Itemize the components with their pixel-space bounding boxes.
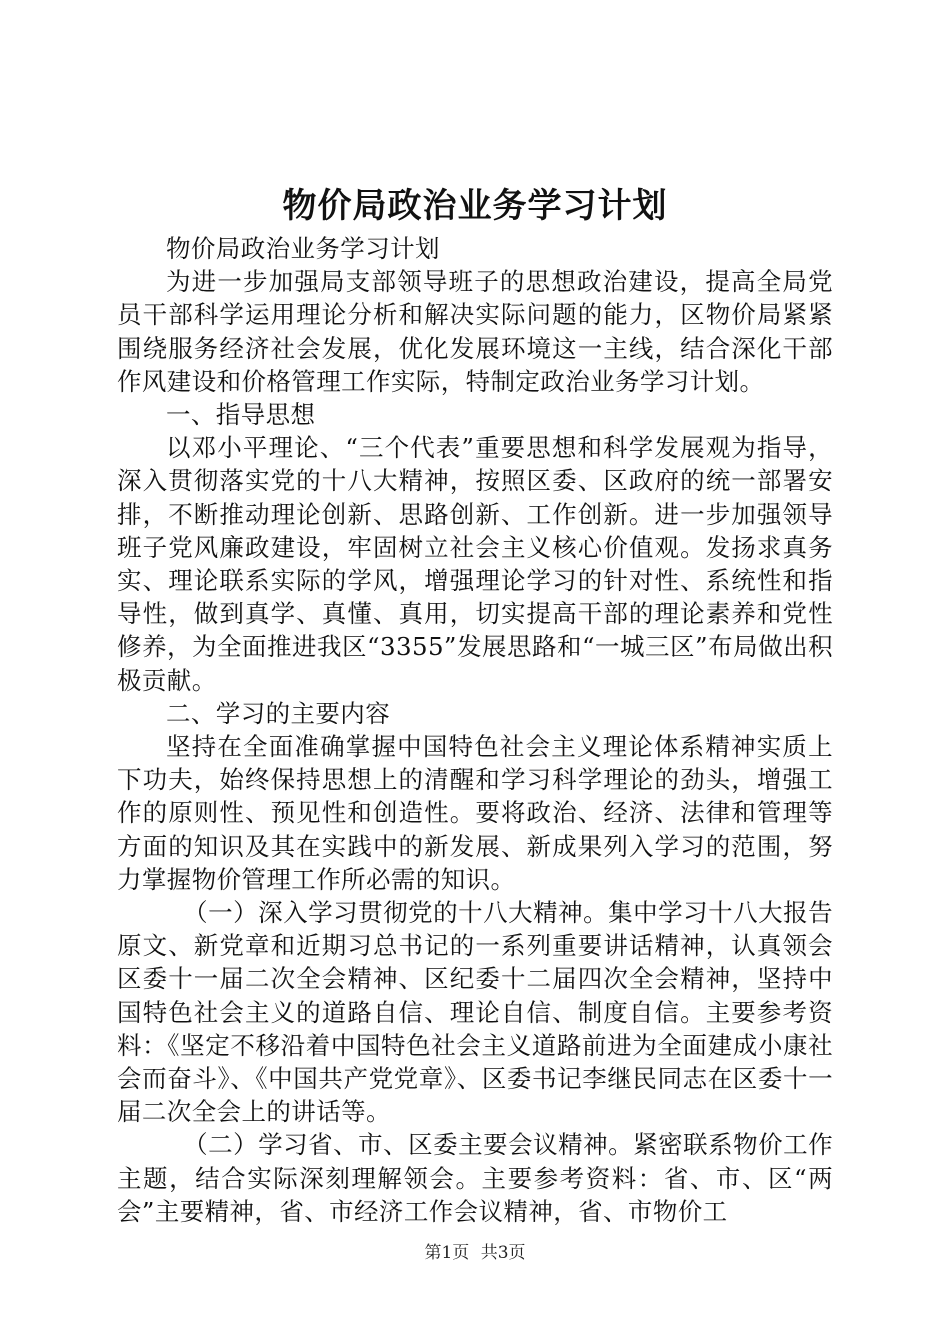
document-body (117, 232, 833, 1228)
document-title: 物价局政治业务学习计划 (282, 186, 668, 226)
page-total: 共3页 (480, 1243, 526, 1263)
paragraph-item-1: （一）深入学习贯彻党的十八大精神。集中学习十八大报告原文、新党章和近期习总书记的一系列重要讲话精神，认真领会区委十一届二次全会精神、区纪委十二届四次全会精神，坚持中国特色社会主义的道路自信、理论自信、制度自信。主要参考资料：《坚定不移沿着中国特色社会主义道路前进为全面建成小康社会而奋斗》、《中国共产党党章》、区委书记李继民同志在区委十一届二次全会上的讲话等。 (117, 898, 833, 1127)
paragraph-intro: 为进一步加强局支部领导班子的思想政治建设，提高全局党员干部科学运用理论分析和解决实际问题的能力，区物价局紧紧围绕服务经济社会发展，优化发展环境这一主线，结合深化干部作风建设和价格管理工作实际，特制定政治业务学习计划。 (117, 267, 833, 396)
page-footer (0, 1241, 950, 1265)
paragraph-item-2: （二）学习省、市、区委主要会议精神。紧密联系物价工作主题，结合实际深刻理解领会。主要参考资料：省、市、区“两会”主要精神，省、市经济工作会议精神，省、市物价工 (117, 1130, 833, 1226)
paragraph-guiding-thought: 以邓小平理论、“三个代表”重要思想和科学发展观为指导，深入贯彻落实党的十八大精神，按照区委、区政府的统一部署安排，不断推动理论创新、思路创新、工作创新。进一步加强领导班子党风廉政建设，牢固树立社会主义核心价值观。发扬求真务实、理论联系实际的学风，增强理论学习的针对性、系统性和指导性，做到真学、真懂、真用，切实提高干部的理论素养和党性修养，为全面推进我区“3355”发展思路和“一城三区”布局做出积极贡献。 (117, 433, 833, 695)
heading-guiding-thought: 一、指导思想 (166, 400, 316, 430)
paragraph-subtitle: 物价局政治业务学习计划 (166, 234, 440, 263)
paragraph-main-content: 坚持在全面准确掌握中国特色社会主义理论体系精神实质上下功夫，始终保持思想上的清醒和学习科学理论的劲头，增强工作的原则性、预见性和创造性。要将政治、经济、法律和管理等方面的知识及其在实践中的新发展、新成果列入学习的范围，努力掌握物价管理工作所必需的知识。 (117, 732, 833, 894)
page-number: 第1页 (424, 1243, 470, 1263)
heading-main-content: 二、学习的主要内容 (166, 698, 391, 728)
